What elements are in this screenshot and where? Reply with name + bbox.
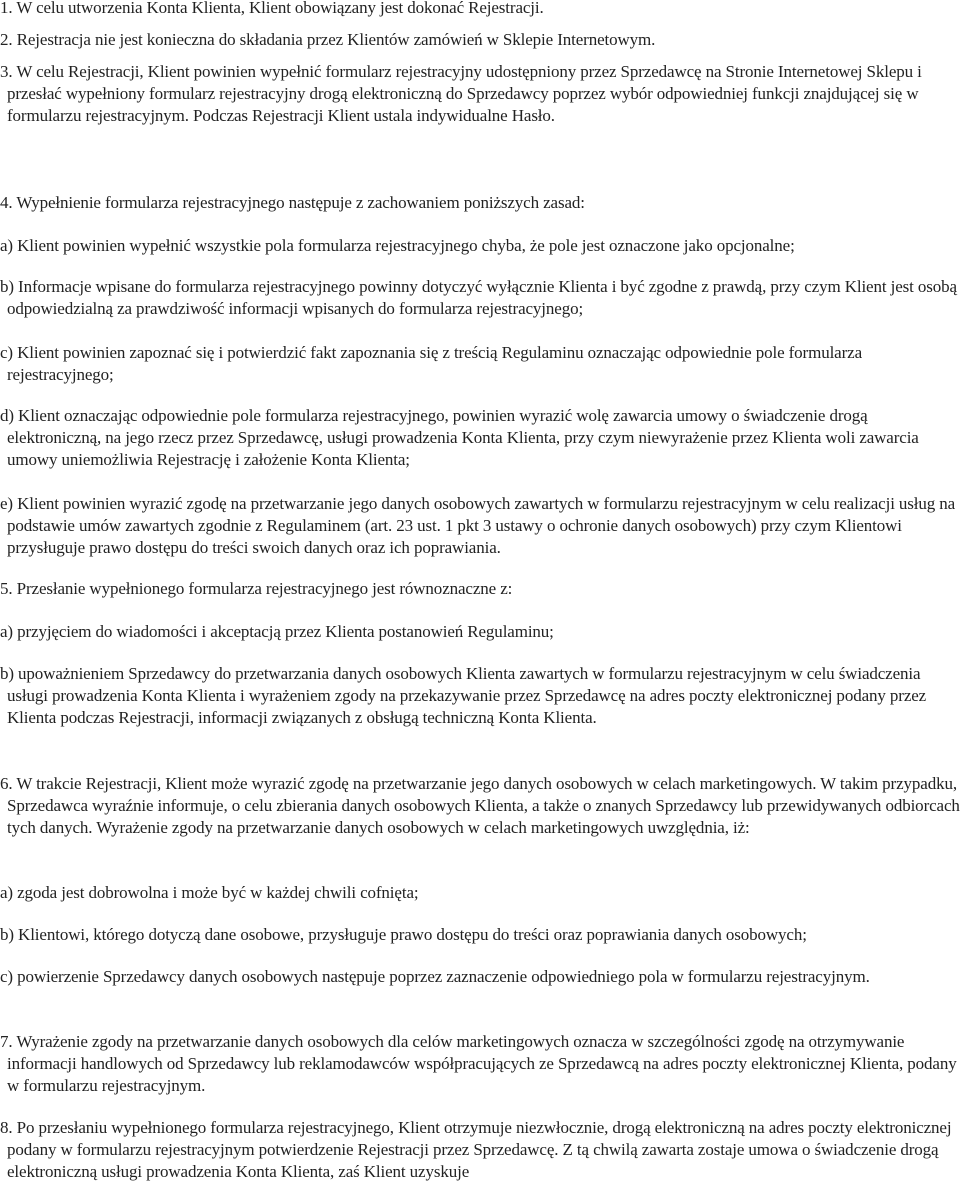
paragraph-4d: d) Klient oznaczając odpowiednie pole formularza rejestracyjnego, powinien wyrazić wolę zawarcia umowy o świadczenie drogą elektroniczną, na jego rzecz przez Sprzedawcę, usługi prowadzenia Konta Klienta, przy czym niewyrażenie przez Klienta woli zawarcia umowy uniemożliwia Rejestrację i założenie Konta Klienta; bbox=[0, 406, 919, 470]
paragraph-4a: a) Klient powinien wypełnić wszystkie pola formularza rejestracyjnego chyba, że pole jest oznaczone jako opcjonalne; bbox=[0, 236, 795, 255]
paragraph-6b: b) Klientowi, którego dotyczą dane osobowe, przysługuje prawo dostępu do treści oraz poprawiania danych osobowych; bbox=[0, 925, 807, 944]
paragraph-5a: a) przyjęciem do wiadomości i akceptacją przez Klienta postanowień Regulaminu; bbox=[0, 622, 554, 641]
paragraph-4e: e) Klient powinien wyrazić zgodę na przetwarzanie jego danych osobowych zawartych w formularzu rejestracyjnym w celu realizacji usług na podstawie umów zawartych zgodnie z Regulaminem (art. 23 ust. 1 pkt 3 ustawy o ochronie danych osobowych) przy czym Klientowi przysługuje prawo dostępu do treści swoich danych oraz ich poprawiania. bbox=[0, 494, 956, 558]
paragraph-6: 6. W trakcie Rejestracji, Klient może wyrazić zgodę na przetwarzanie jego danych osobowych w celach marketingowych. W takim przypadku, Sprzedawca wyraźnie informuje, o celu zbierania danych osobowych Klienta, a także o znanych Sprzedawcy lub przewidywanych odbiorcach tych danych. Wyrażenie zgody na przetwarzanie danych osobowych w celach marketingowych uwzględnia, iż: bbox=[0, 774, 960, 838]
paragraph-8: 8. Po przesłaniu wypełnionego formularza rejestracyjnego, Klient otrzymuje niezwłocznie, drogą elektroniczną na adres poczty elektronicznej podany w formularzu rejestracyjnym potwierdzenie Rejestracji przez Sprzedawcę. Z tą chwilą zawarta zostaje umowa o świadczenie drogą elektroniczną usługi prowadzenia Konta Klienta, zaś Klient uzyskuje bbox=[0, 1118, 952, 1182]
paragraph-7: 7. Wyrażenie zgody na przetwarzanie danych osobowych dla celów marketingowych oznacza w szczególności zgodę na otrzymywanie informacji handlowych od Sprzedawcy lub reklamodawców współpracujących ze Sprzedawcą na adres poczty elektronicznej Klienta, podany w formularzu rejestracyjnym. bbox=[0, 1032, 957, 1096]
paragraph-6c: c) powierzenie Sprzedawcy danych osobowych następuje poprzez zaznaczenie odpowiedniego pola w formularzu rejestracyjnym. bbox=[0, 967, 870, 986]
paragraph-6a: a) zgoda jest dobrowolna i może być w każdej chwili cofnięta; bbox=[0, 883, 419, 902]
paragraph-5b: b) upoważnieniem Sprzedawcy do przetwarzania danych osobowych Klienta zawartych w formularzu rejestracyjnym w celu świadczenia usługi prowadzenia Konta Klienta i wyrażeniem zgody na przekazywanie przez Sprzedawcę na adres poczty elektronicznej podany przez Klienta podczas Rejestracji, informacji związanych z obsługą techniczną Konta Klienta. bbox=[0, 664, 927, 728]
paragraph-2: 2. Rejestracja nie jest konieczna do składania przez Klientów zamówień w Sklepie Internetowym. bbox=[0, 30, 656, 49]
paragraph-4: 4. Wypełnienie formularza rejestracyjnego następuje z zachowaniem poniższych zasad: bbox=[0, 193, 585, 212]
paragraph-4c: c) Klient powinien zapoznać się i potwierdzić fakt zapoznania się z treścią Regulaminu oznaczając odpowiednie pole formularza rejestracyjnego; bbox=[0, 343, 863, 385]
paragraph-4b: b) Informacje wpisane do formularza rejestracyjnego powinny dotyczyć wyłącznie Klienta i być zgodne z prawdą, przy czym Klient jest osobą odpowiedzialną za prawdziwość informacji wpisanych do formularza rejestracyjnego; bbox=[0, 277, 957, 319]
paragraph-1: 1. W celu utworzenia Konta Klienta, Klient obowiązany jest dokonać Rejestracji. bbox=[0, 0, 544, 17]
paragraph-3: 3. W celu Rejestracji, Klient powinien wypełnić formularz rejestracyjny udostępniony przez Sprzedawcę na Stronie Internetowej Sklepu i przesłać wypełniony formularz rejestracyjny drogą elektroniczną do Sprzedawcy poprzez wybór odpowiedniej funkcji znajdującej się w formularzu rejestracyjnym. Podczas Rejestracji Klient ustala indywidualne Hasło. bbox=[0, 62, 922, 126]
paragraph-5: 5. Przesłanie wypełnionego formularza rejestracyjnego jest równoznaczne z: bbox=[0, 579, 513, 598]
